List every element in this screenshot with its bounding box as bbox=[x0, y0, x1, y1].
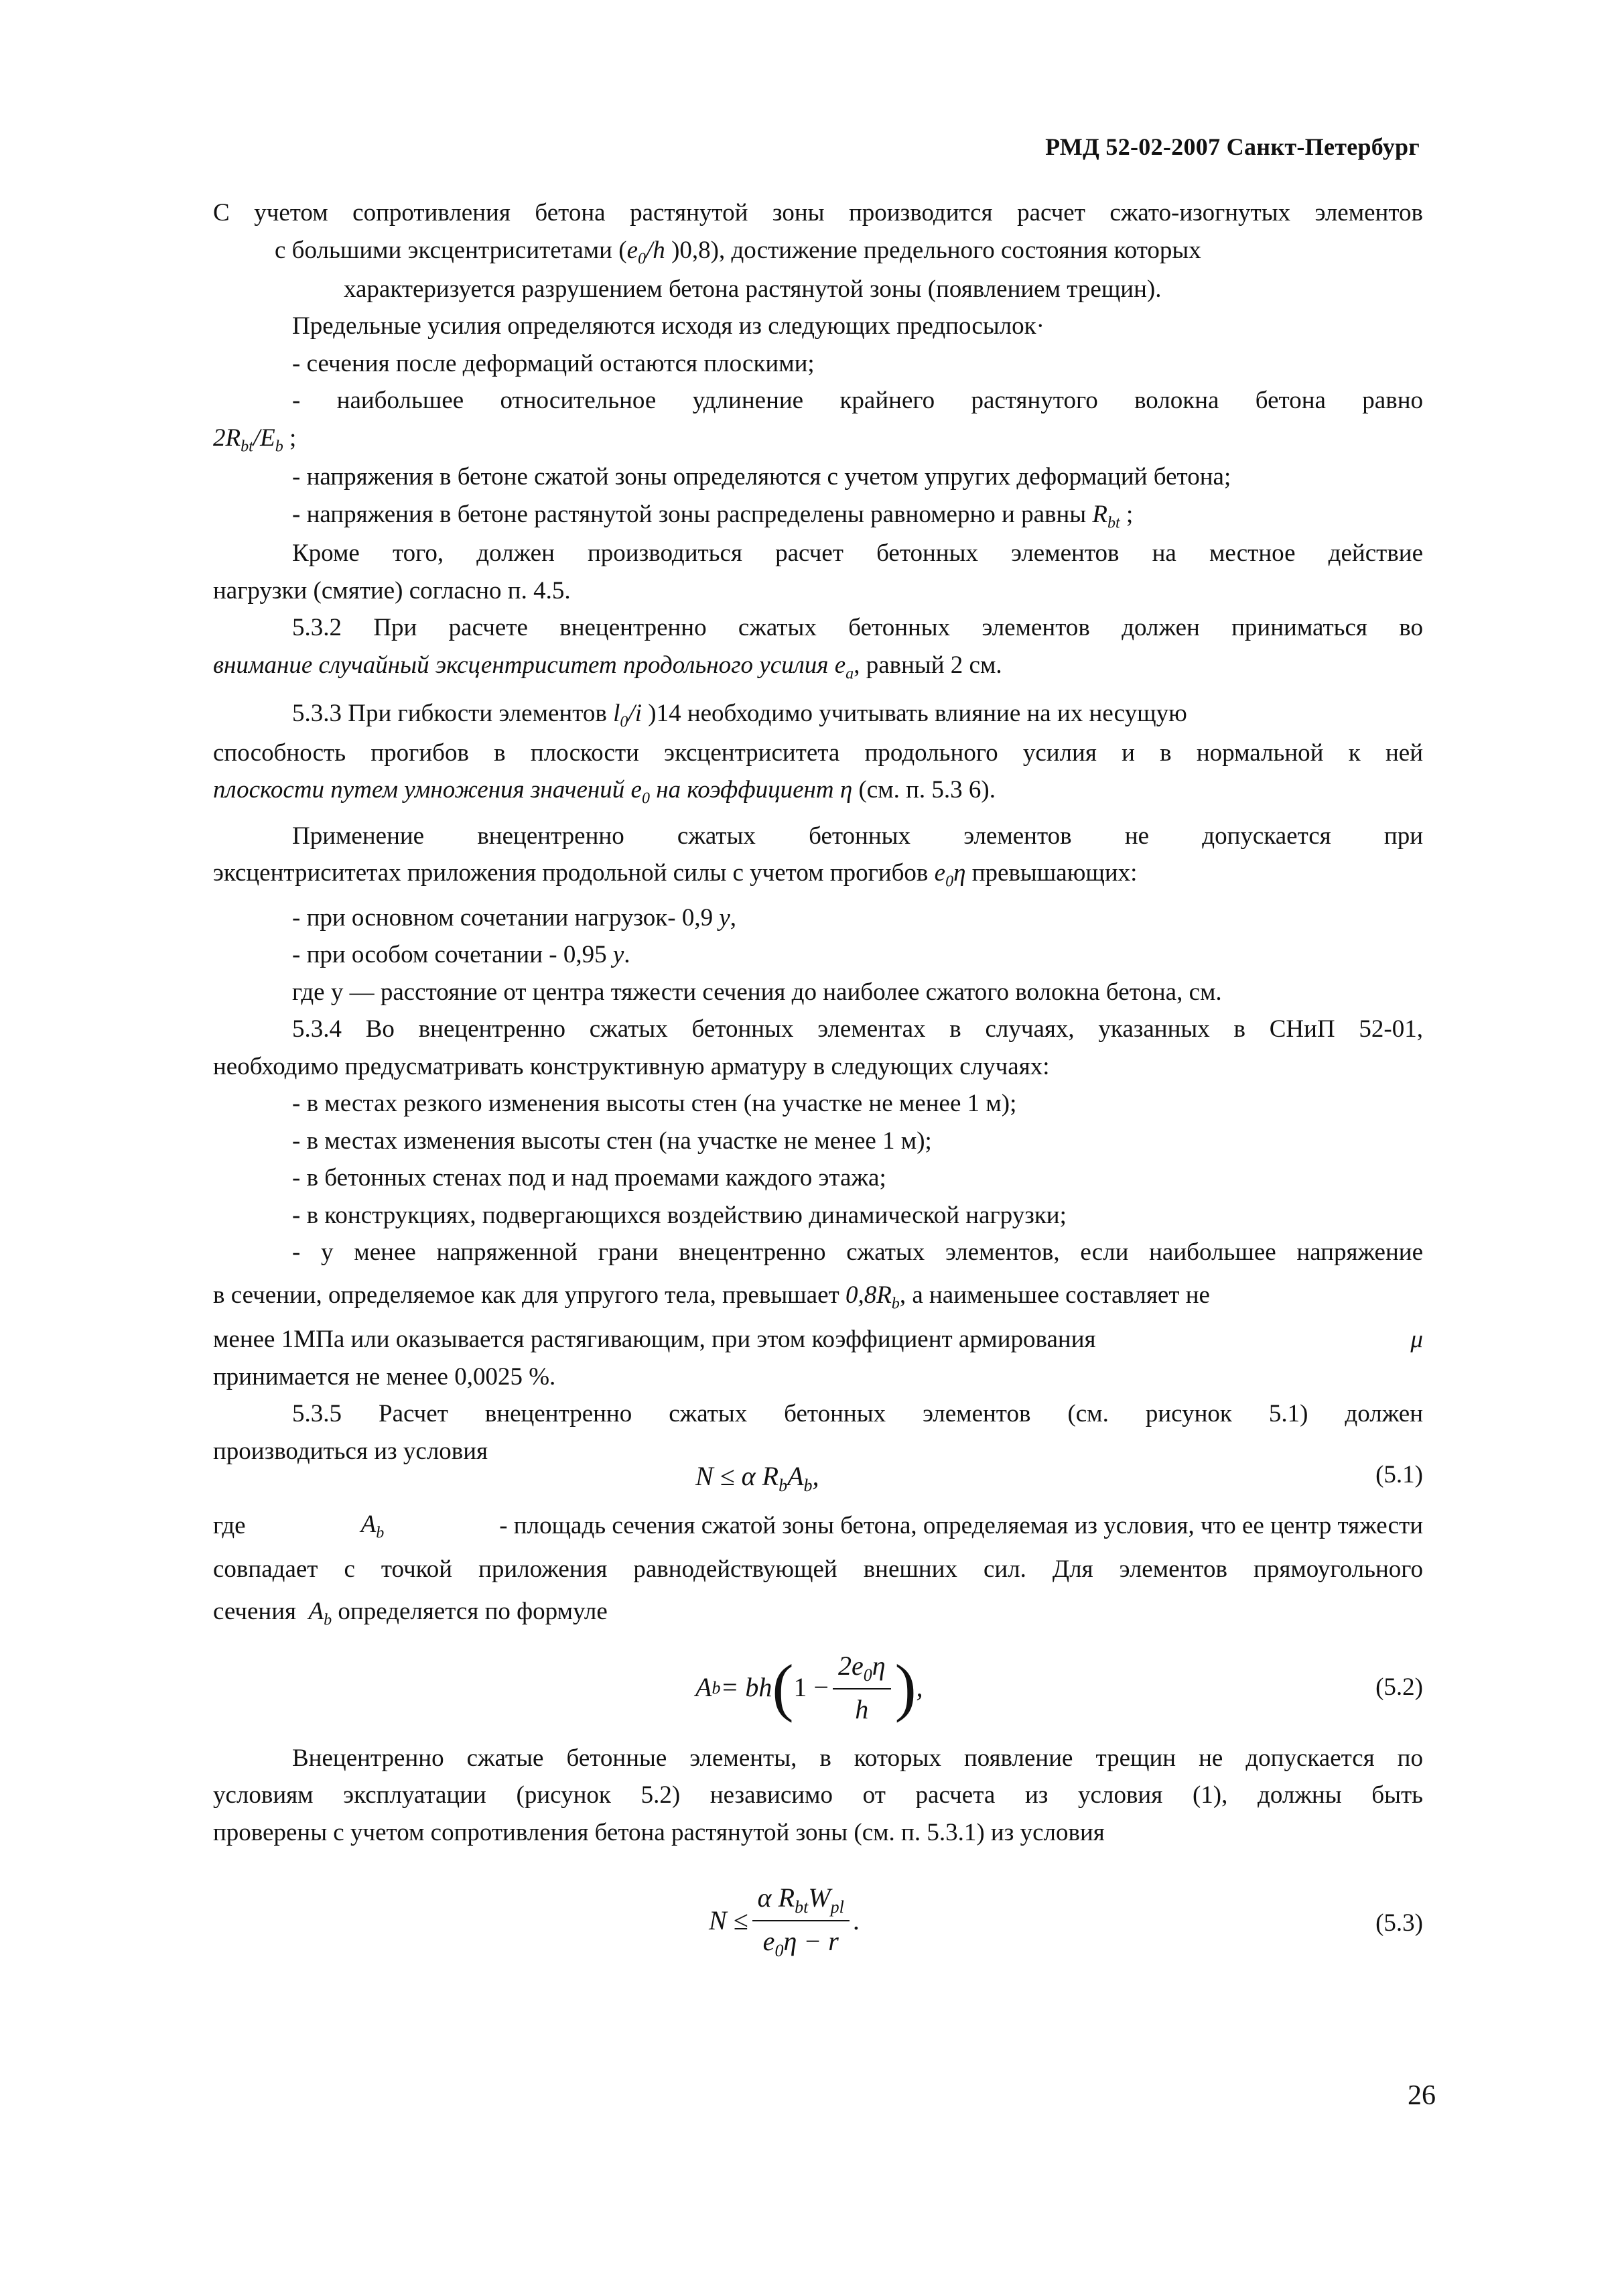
text: , bbox=[730, 903, 737, 932]
formula-subscript: 0 bbox=[945, 873, 954, 891]
formula-part: e bbox=[762, 1926, 775, 1957]
formula-subscript: bt bbox=[241, 438, 253, 456]
formula-subscript: b bbox=[324, 1611, 332, 1629]
text: определяется по формуле bbox=[338, 1598, 608, 1626]
text: эксцентриситетах приложения продольной силы с учетом прогибов bbox=[213, 859, 929, 887]
list-item bbox=[213, 936, 1423, 974]
text: - при основном сочетании нагрузок- 0,9 bbox=[292, 903, 720, 932]
paragraph-line bbox=[213, 647, 1423, 686]
paragraph-line bbox=[213, 1593, 1423, 1632]
paragraph-line: где y — расстояние от центра тяжести сечения до наиболее сжатого волокна бетона, см. bbox=[292, 978, 1222, 1006]
formula-body bbox=[695, 1646, 923, 1730]
formula-line bbox=[213, 420, 1423, 458]
text: (см. п. 5.3 6). bbox=[858, 776, 996, 804]
paragraph-line: характеризуется разрушением бетона растянутой зоны (появлением трещин). bbox=[344, 275, 1162, 303]
numerator bbox=[752, 1878, 850, 1921]
formula-part: A bbox=[695, 1672, 712, 1703]
document-body bbox=[213, 194, 1423, 1978]
paragraph-line: проверены с учетом сопротивления бетона растянутой зоны (см. п. 5.3.1) из условия bbox=[213, 1818, 1105, 1846]
formula-symbol: 0,8R bbox=[845, 1281, 892, 1309]
paragraph-line: способность прогибов в плоскости эксцентриситета продольного усилия и в нормальной к ней bbox=[213, 739, 1423, 767]
formula-part: α R bbox=[757, 1883, 795, 1913]
formula-symbol: /h bbox=[646, 236, 665, 264]
formula-symbol: y bbox=[612, 941, 624, 969]
paragraph-line bbox=[213, 695, 1423, 734]
list-item: - в бетонных стенах под и над проемами каждого этажа; bbox=[292, 1164, 886, 1192]
formula-subscript: b bbox=[779, 1476, 788, 1496]
denominator bbox=[763, 1921, 839, 1964]
text: , а наименьшее составляет не bbox=[899, 1281, 1210, 1309]
paragraph-line: 5.3.4 Во внецентренно сжатых бетонных элементах в случаях, указанных в СНиП 52-01, bbox=[292, 1015, 1423, 1043]
formula-subscript: b bbox=[376, 1524, 385, 1542]
paragraph-line: необходимо предусматривать конструктивную арматуру в следующих случаях: bbox=[213, 1052, 1050, 1080]
formula-subscript: 0 bbox=[638, 249, 647, 267]
paragraph-line: Внецентренно сжатые бетонные элементы, в которых появление трещин не допускается по bbox=[292, 1744, 1423, 1772]
formula-part: , bbox=[812, 1461, 819, 1492]
formula-part: = bh bbox=[720, 1672, 772, 1703]
formula-part: W bbox=[808, 1883, 831, 1913]
left-paren: ( bbox=[772, 1651, 794, 1724]
formula-part: 2e bbox=[837, 1650, 864, 1681]
formula-subscript: b bbox=[275, 438, 283, 456]
paragraph-line: нагрузки (смятие) согласно п. 4.5. bbox=[213, 576, 571, 604]
text: ; bbox=[1120, 500, 1134, 528]
paragraph-line: Кроме того, должен производиться расчет бетонных элементов на местное действие bbox=[292, 539, 1423, 568]
list-item: - в местах резкого изменения высоты стен (на участке не менее 1 м); bbox=[292, 1090, 1017, 1118]
text: )0,8), достижение предельного состояния которых bbox=[665, 236, 1201, 264]
formula-subscript: b bbox=[712, 1677, 721, 1698]
text: )14 необходимо учитывать влияние на их несущую bbox=[642, 700, 1187, 728]
paragraph-line bbox=[213, 232, 1423, 271]
formula-symbol: e bbox=[630, 776, 642, 804]
paragraph-line: 5.3.2 При расчете внецентренно сжатых бетонных элементов должен приниматься во bbox=[292, 614, 1423, 642]
formula-symbol: e bbox=[934, 859, 946, 887]
list-item: - у менее напряженной грани внецентренно сжатых элементов, если наибольшее напряжение bbox=[292, 1238, 1423, 1267]
paragraph-line: принимается не менее 0,0025 %. bbox=[213, 1362, 556, 1391]
formula-part: η bbox=[872, 1650, 886, 1681]
text: превышающих: bbox=[965, 859, 1138, 887]
list-item bbox=[213, 496, 1423, 535]
formula-subscript: 0 bbox=[620, 713, 628, 731]
paragraph-line bbox=[213, 1506, 1423, 1545]
text: где bbox=[213, 1511, 246, 1539]
page-number: 26 bbox=[1408, 2080, 1436, 2111]
formula-subscript: bt bbox=[1107, 514, 1120, 532]
formula-symbol: e bbox=[626, 236, 638, 264]
paragraph-line bbox=[213, 771, 1423, 810]
list-item: - сечения после деформаций остаются плоскими; bbox=[292, 349, 815, 377]
text: . bbox=[624, 941, 630, 969]
fraction bbox=[833, 1646, 891, 1730]
text: - площадь сечения сжатой зоны бетона, определяемая из условия, что ее центр тяжести bbox=[499, 1511, 1423, 1539]
formula-symbol: A bbox=[360, 1511, 377, 1539]
formula-symbol: η bbox=[839, 776, 853, 804]
list-item: - напряжения в бетоне сжатой зоны определяются с учетом упругих деформаций бетона; bbox=[292, 463, 1231, 491]
formula-subscript: 0 bbox=[863, 1665, 872, 1685]
text: ; bbox=[283, 424, 297, 452]
text: сечения bbox=[213, 1598, 297, 1626]
paragraph-line: 5.3.5 Расчет внецентренно сжатых бетонных элементов (см. рисунок 5.1) должен bbox=[292, 1400, 1423, 1428]
text: 5.3.3 При гибкости элементов bbox=[292, 700, 607, 728]
text: с большими эксцентриситетами ( bbox=[275, 236, 627, 264]
text: - при особом сочетании - 0,95 bbox=[292, 941, 613, 969]
formula-number: (5.3) bbox=[1375, 1909, 1423, 1937]
formula-part: A bbox=[787, 1461, 804, 1492]
formula-part: . bbox=[853, 1905, 860, 1936]
numerator bbox=[833, 1646, 891, 1689]
formula-part: η − r bbox=[783, 1926, 839, 1957]
paragraph-line bbox=[213, 1321, 1423, 1358]
formula-symbol: μ bbox=[1410, 1326, 1423, 1354]
formula-body bbox=[709, 1878, 860, 1964]
formula-subscript: a bbox=[846, 665, 854, 683]
formula-part: N ≤ bbox=[709, 1905, 748, 1936]
formula-symbol: l bbox=[613, 700, 620, 728]
formula-symbol: 2R bbox=[213, 424, 241, 452]
formula-number: (5.2) bbox=[1375, 1673, 1423, 1701]
text: плоскости путем умножения значений bbox=[213, 776, 625, 804]
formula-part: 1 − bbox=[793, 1672, 829, 1703]
formula-5-2 bbox=[213, 1639, 1423, 1740]
text: менее 1МПа или оказывается растягивающим, при этом коэффициент армирования bbox=[213, 1326, 1096, 1354]
document-header: РМД 52-02-2007 Санкт-Петербург bbox=[1045, 133, 1420, 160]
paragraph-line: совпадает с точкой приложения равнодействующей внешних сил. Для элементов прямоугольного bbox=[213, 1555, 1423, 1583]
paragraph-line bbox=[213, 854, 1423, 893]
formula-symbol: y bbox=[719, 903, 730, 932]
paragraph-line: Предельные усилия определяются исходя из следующих предпосылок· bbox=[292, 312, 1044, 340]
formula-subscript: 0 bbox=[641, 789, 650, 808]
paragraph-line: производиться из условия bbox=[213, 1437, 488, 1465]
list-item: - наибольшее относительное удлинение крайнего растянутого волокна бетона равно bbox=[292, 387, 1423, 415]
text: внимание случайный эксцентриситет продольного усилия bbox=[213, 651, 829, 679]
text: , равный 2 см. bbox=[854, 651, 1002, 679]
paragraph-line: Применение внецентренно сжатых бетонных элементов не допускается при bbox=[292, 822, 1423, 850]
text: - напряжения в бетоне растянутой зоны распределены равномерно и равны bbox=[292, 500, 1087, 528]
formula-part: N ≤ α R bbox=[695, 1461, 779, 1492]
paragraph-line: С учетом сопротивления бетона растянутой зоны производится расчет сжато-изогнутых элементов bbox=[213, 199, 1423, 227]
formula-subscript: b bbox=[803, 1476, 813, 1496]
list-item: - в конструкциях, подвергающихся воздействию динамической нагрузки; bbox=[292, 1201, 1067, 1229]
list-item bbox=[213, 899, 1423, 937]
formula-subscript: pl bbox=[830, 1897, 844, 1917]
formula-5-1 bbox=[213, 1454, 1423, 1503]
paragraph-line: условиям эксплуатации (рисунок 5.2) независимо от расчета из условия (1), должны быть bbox=[213, 1781, 1423, 1809]
list-item: - в местах изменения высоты стен (на участке не менее 1 м); bbox=[292, 1127, 932, 1155]
formula-part: , bbox=[916, 1672, 923, 1703]
formula-5-3 bbox=[213, 1871, 1423, 1978]
formula-subscript: 0 bbox=[774, 1941, 784, 1961]
formula-number: (5.1) bbox=[1375, 1461, 1423, 1489]
formula-symbol: A bbox=[308, 1598, 324, 1626]
right-paren: ) bbox=[894, 1651, 917, 1724]
formula-symbol: e bbox=[834, 651, 846, 679]
formula-symbol: /i bbox=[628, 700, 642, 728]
formula-body bbox=[695, 1456, 819, 1498]
formula-symbol: η bbox=[953, 859, 966, 887]
text: в сечении, определяемое как для упругого тела, превышает bbox=[213, 1281, 839, 1309]
formula-symbol: /E bbox=[253, 424, 275, 452]
denominator: h bbox=[855, 1694, 869, 1724]
formula-symbol: R bbox=[1092, 500, 1107, 528]
text: на коэффициент bbox=[656, 776, 834, 804]
fraction bbox=[752, 1878, 850, 1964]
paragraph-line bbox=[213, 1277, 1423, 1316]
formula-subscript: bt bbox=[795, 1897, 809, 1917]
formula-subscript: b bbox=[891, 1295, 900, 1313]
